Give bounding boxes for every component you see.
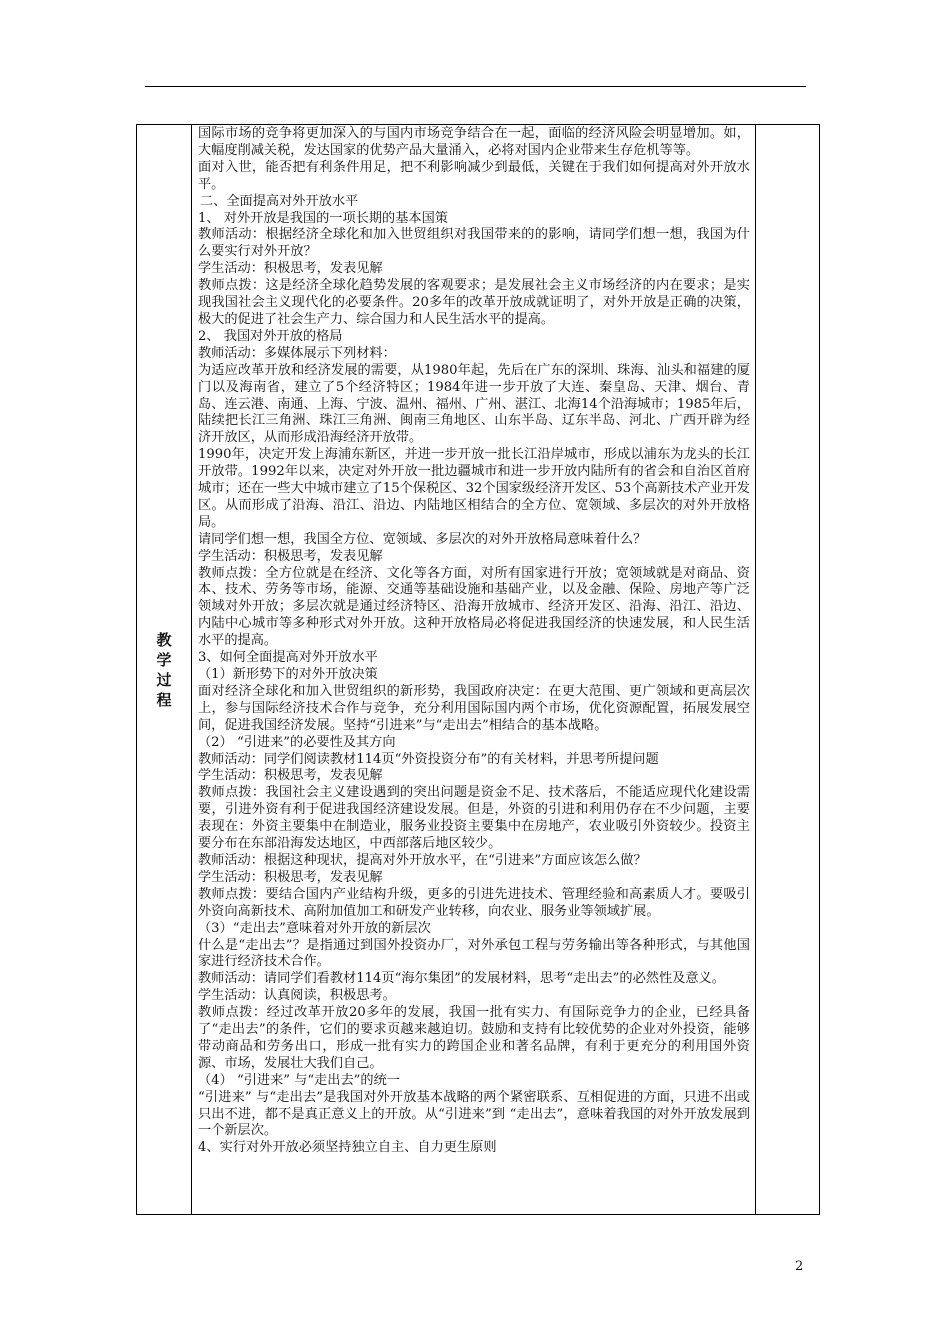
body-cell <box>192 125 756 1215</box>
paragraph: 教师点拨：我国社会主义建设遇到的突出问题是资金不足、技术落后，不能适应现代化建设需要，引进外资有利于促进我国经济建设发展。但是，外资的引进和利用仍存在不少问题，主要表现在：外资主要集中在制造业，服务业投资主要集中在房地产，农业吸引外资较少。投资主要分布在东部沿海发达地区，中西部落后地区较少。 <box>198 785 750 852</box>
page-number: 2 <box>795 1259 804 1274</box>
paragraph: 1990年，决定开发上海浦东新区，并进一步开放一批长江沿岸城市，形成以浦东为龙头的长江开放带。1992年以来，决定对外开放一批边疆城市和进一步开放内陆所有的省会和自治区首府城市；还在一些大中城市建立了15个保税区、32个国家级经济开发区、53个高新技术产业开发区。从而形成了沿海、沿江、沿边、内陆地区相结合的全方位、宽领域、多层次的对外开放格局。 <box>198 447 750 530</box>
paragraph: 教师活动：根据经济全球化和加入世贸组织对我国带来的的影响，请同学们想一想，我国为什么要实行对外开放？ <box>198 227 750 260</box>
paragraph: 国际市场的竞争将更加深入的与国内市场竞争结合在一起，面临的经济风险会明显增加。如，大幅度削减关税，发达国家的优势产品大量涌入，必将对国内企业带来生存危机等等。 <box>198 126 750 158</box>
label-cell <box>137 125 192 1215</box>
paragraph: 教师点拨：这是经济全球化趋势发展的客观要求；是发展社会主义市场经济的内在要求；是实现我国社会主义现代化的必要条件。20多年的改革开放成就证明了，对外开放是正确的决策，极大的促进了社会生产力、综合国力和人民生活水平的提高。 <box>198 278 750 327</box>
lesson-row <box>137 125 820 1215</box>
item-heading: （3）“走出去”意味着对外开放的新层次 <box>198 920 431 936</box>
paragraph: 教师活动：请同学们看教材114页“海尔集团”的发展材料，思考“走出去”的必然性及意义。 <box>198 971 725 987</box>
side-label: 教学过程 <box>156 630 172 709</box>
paragraph: 请同学们想一想，我国全方位、宽领域、多层次的对外开放格局意味着什么？ <box>198 531 647 547</box>
subsection-heading: 2、 我国对外开放的格局 <box>198 328 343 344</box>
paragraph: 面对入世，能否把有利条件用足，把不利影响减少到最低，关键在于我们如何提高对外开放水平。 <box>198 159 750 192</box>
item-heading: （2） “引进来”的必要性及其方向 <box>198 734 396 750</box>
paragraph: 为适应改革开放和经济发展的需要，从1980年起，先后在广东的深圳、珠海、汕头和福建的厦门以及海南省，建立了5个经济特区；1984年进一步开放了大连、秦皇岛、天津、烟台、青岛、连云港、南通、上海、宁波、温州、福州、广州、湛江、北海14个沿海城市；1985年后，陆续把长江三角洲、珠江三角洲、闽南三角地区、山东半岛、辽东半岛、河北、广西开辟为经济开放区，从而形成沿海经济开放带。 <box>198 362 750 446</box>
item-heading: （4） “引进来” 与“走出去”的统一 <box>198 1072 400 1088</box>
paragraph: 面对经济全球化和加入世贸组织的新形势，我国政府决定：在更大范围、更广领域和更高层次上，参与国际经济技术合作与竞争，充分利用国际国内两个市场，优化资源配置，拓展发展空间，促进我国经济发展。坚持“引进来”与“走出去”相结合的基本战略。 <box>198 683 750 733</box>
subsection-heading: 1、 对外开放是我国的一项长期的基本国策 <box>198 210 448 226</box>
notes-cell <box>756 125 820 1215</box>
paragraph: “引进来” 与“走出去”是我国对外开放基本战略的两个紧密联系、互相促进的方面，只进不出或只出不进，都不是真正意义上的开放。从“引进来”到 “走出去”，意味着我国的对外开放发展到一个新层次。 <box>198 1089 750 1139</box>
item-heading: （1）新形势下的对外开放决策 <box>198 667 378 682</box>
paragraph: 教师点拨：全方位就是在经济、文化等各方面，对所有国家进行开放；宽领域就是对商品、资本、技术、劳务等市场，能源、交通等基础设施和基础产业，以及金融、保险、房地产等广泛领域对外开放；多层次就是通过经济特区、沿海开放城市、经济开发区、沿海、沿江、沿边、内陆中心城市等多种形式对外开放。这种开放格局必将促进我国经济的快速发展，和人民生活水平的提高。 <box>198 565 750 649</box>
paragraph: 教师活动：同学们阅读教材114页“外资投资分布”的有关材料，并思考所提问题 <box>198 751 659 767</box>
paragraph: 学生活动：积极思考，发表见解 <box>198 261 383 277</box>
paragraph: 学生活动：积极思考，发表见解 <box>198 869 383 885</box>
paragraph: 学生活动：积极思考，发表见解 <box>198 548 383 564</box>
subsection-heading: 4、实行对外开放必须坚持独立自主、自力更生原则 <box>198 1140 497 1156</box>
paragraph: 教师点拨：要结合国内产业结构升级，更多的引进先进技术、管理经验和高素质人才。要吸引外资向高新技术、高附加值加工和研发产业转移，向农业、服务业等领域扩展。 <box>198 886 750 919</box>
paragraph: 学生活动：积极思考，发表见解 <box>198 768 383 784</box>
section-heading: 二、全面提高对外开放水平 <box>200 193 359 209</box>
paragraph: 教师活动：多媒体展示下列材料： <box>198 345 396 361</box>
header-rule <box>145 86 806 87</box>
paragraph: 教师活动：根据这种现状，提高对外开放水平，在“引进来”方面应该怎么做？ <box>198 852 647 868</box>
lesson-table <box>136 124 820 1215</box>
paragraph: 什么是“走出去”？是指通过到国外投资办厂，对外承包工程与劳务输出等各种形式，与其他国家进行经济技术合作。 <box>198 937 750 970</box>
body-text <box>192 125 755 1157</box>
subsection-heading: 3、如何全面提高对外开放水平 <box>198 650 378 666</box>
paragraph: 学生活动：认真阅读，积极思考。 <box>198 988 396 1004</box>
paragraph: 教师点拨：经过改革开放20多年的发展，我国一批有实力、有国际竞争力的企业，已经具备了“走出去”的条件，它们的要求页越来越迫切。鼓励和支持有比较优势的企业对外投资，能够带动商品和劳务出口，形成一批有实力的跨国企业和著名品牌，有利于更充分的利用国外资源、市场，发展壮大我们自己。 <box>198 1005 750 1071</box>
